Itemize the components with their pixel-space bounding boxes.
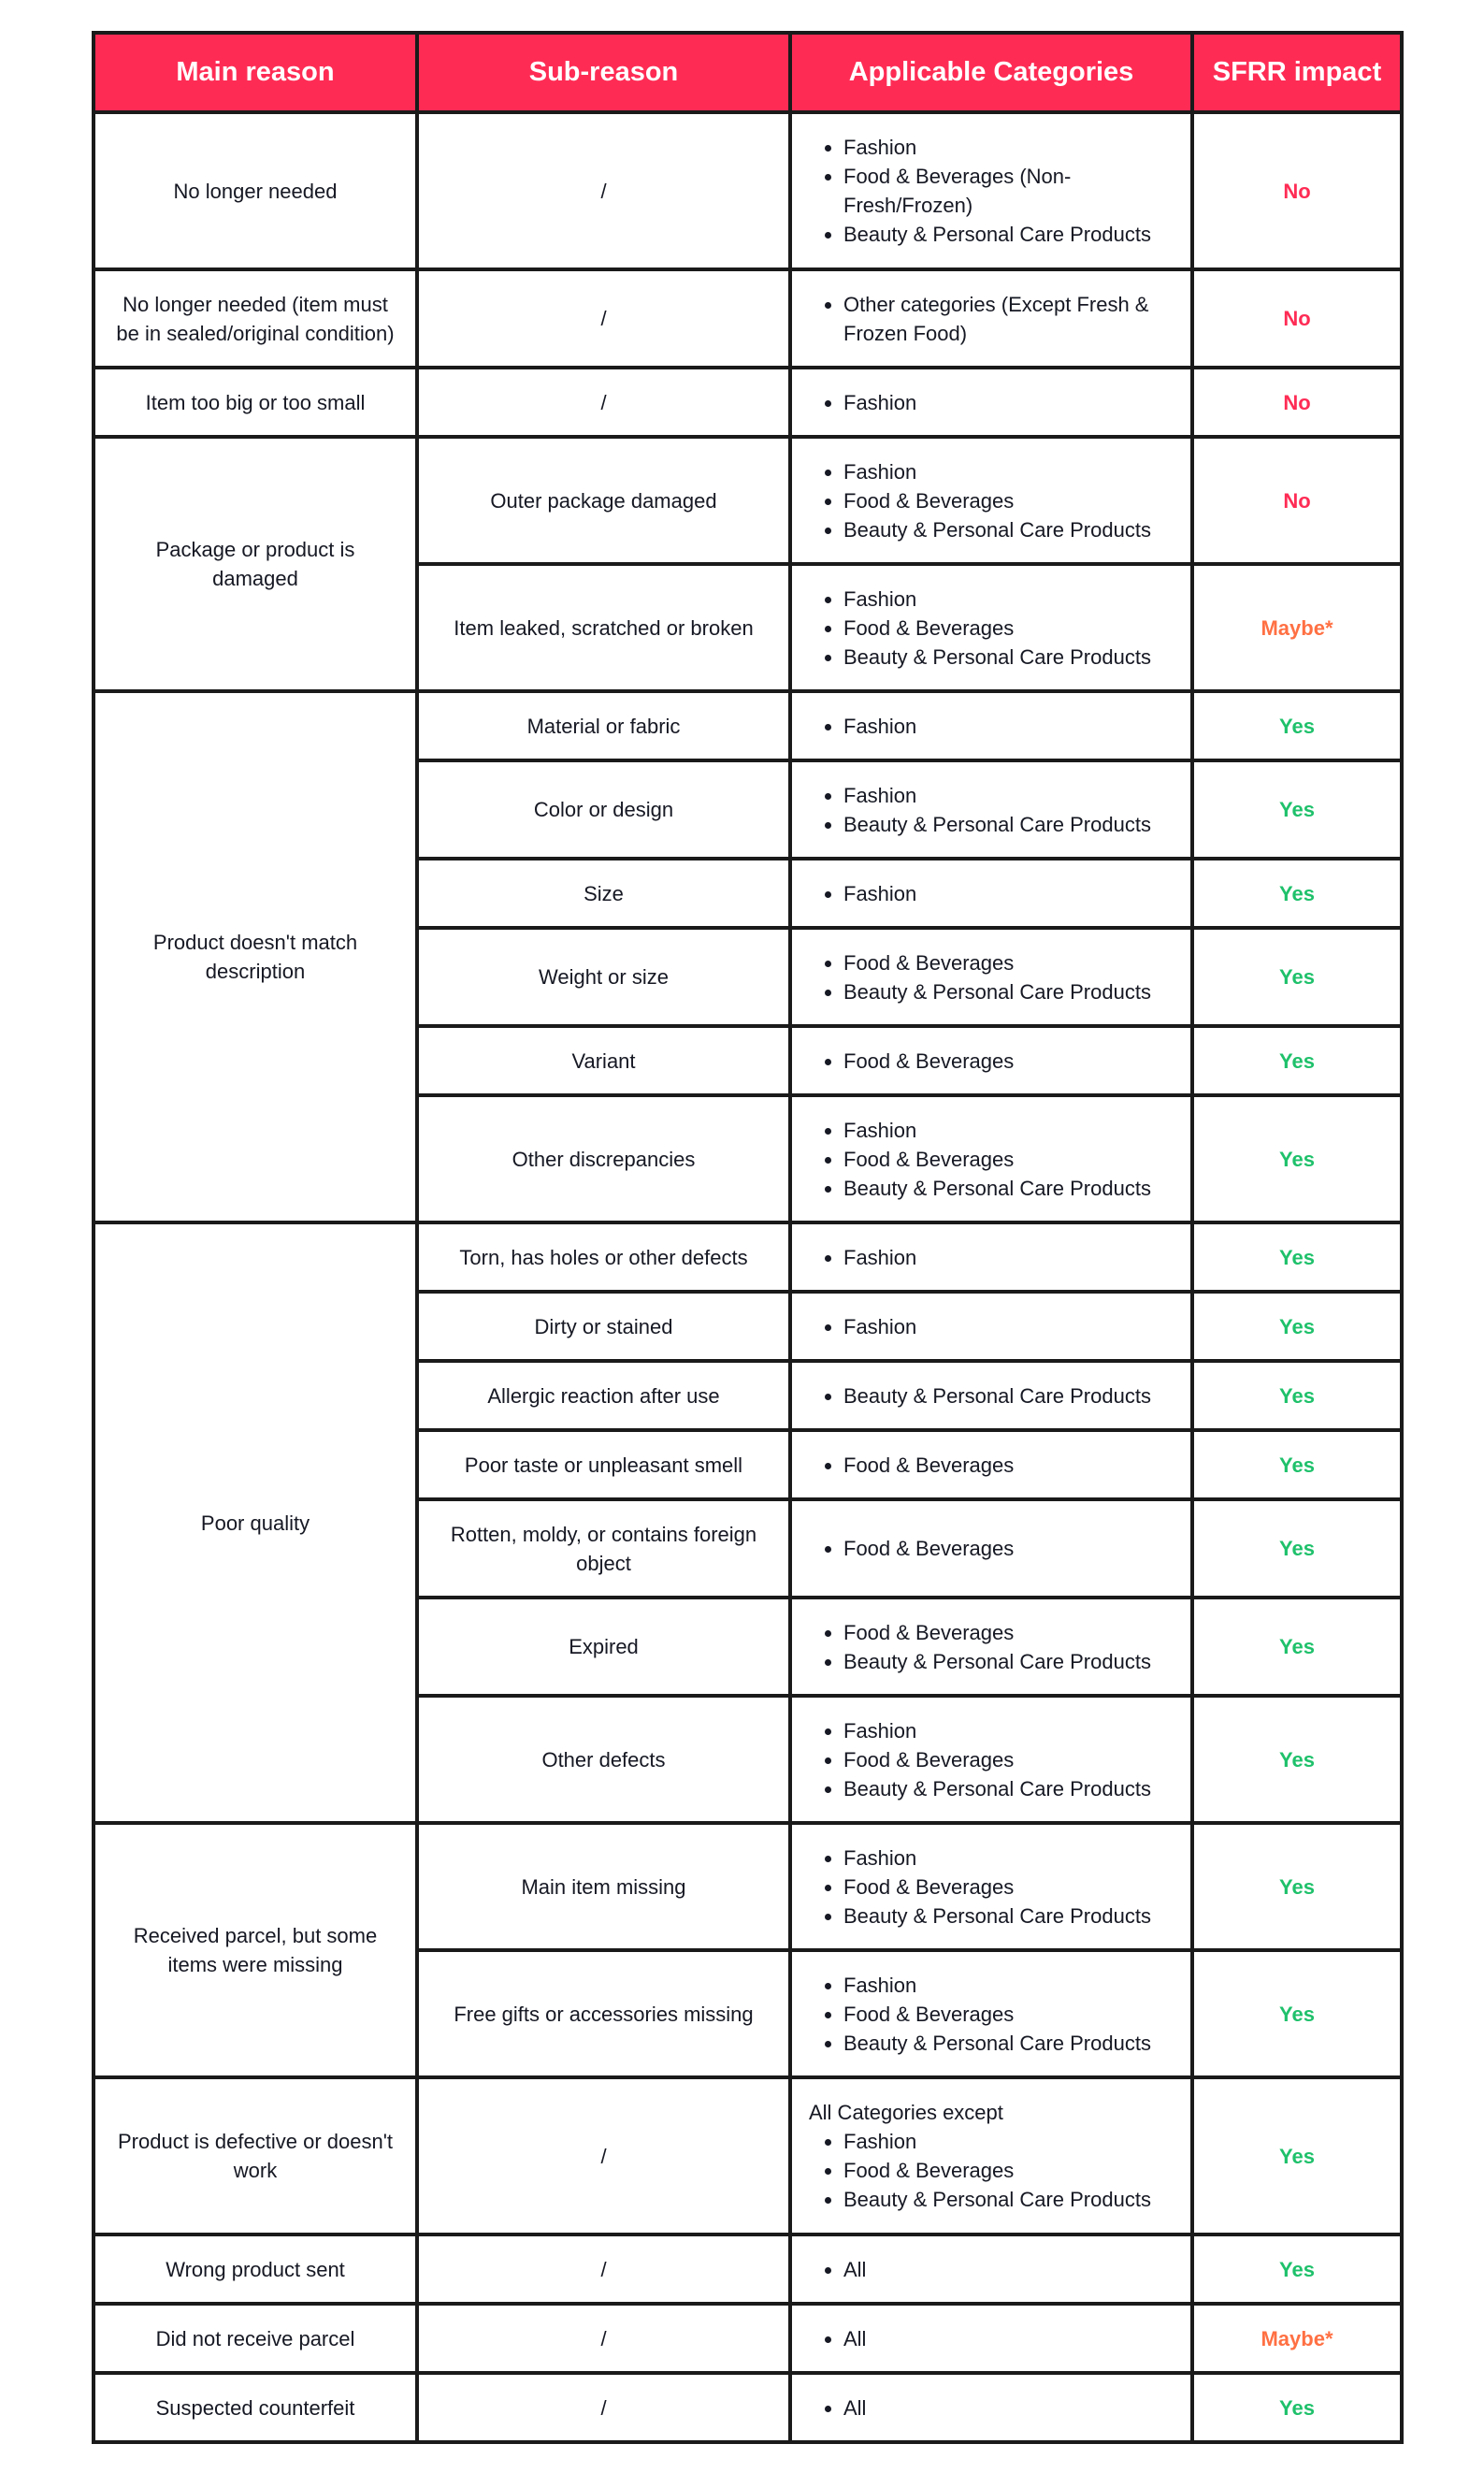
category-item: • Fashion (843, 712, 1174, 741)
sub-reason-cell: / (417, 2234, 790, 2304)
category-item: • Beauty & Personal Care Products (843, 1902, 1174, 1931)
categories-cell (790, 1499, 1192, 1598)
category-item: • Food & Beverages (843, 1451, 1174, 1480)
sub-reason-cell: Expired (417, 1598, 790, 1696)
category-item: • Food & Beverages (843, 2156, 1174, 2185)
category-item: • Beauty & Personal Care Products (843, 2029, 1174, 2058)
sub-reason-cell: Color or design (417, 760, 790, 859)
main-reason-cell: Received parcel, but some items were missing (94, 1823, 417, 2077)
category-item: • All (843, 2324, 1174, 2353)
categories-cell (790, 760, 1192, 859)
sub-reason-cell: Material or fabric (417, 691, 790, 760)
main-reason-cell: No longer needed (94, 112, 417, 269)
table-row (94, 112, 1402, 269)
categories-cell (790, 269, 1192, 368)
sfrr-impact-cell: Yes (1192, 1696, 1402, 1823)
sfrr-impact-cell: Yes (1192, 2077, 1402, 2234)
categories-cell (790, 928, 1192, 1026)
categories-cell (790, 1430, 1192, 1499)
sfrr-impact-cell: Yes (1192, 1950, 1402, 2077)
table-row (94, 2234, 1402, 2304)
category-list (809, 948, 1174, 1006)
sub-reason-cell: Variant (417, 1026, 790, 1095)
category-item: • Fashion (843, 879, 1174, 908)
sfrr-impact-cell: Yes (1192, 859, 1402, 928)
category-item: • Fashion (843, 1312, 1174, 1341)
category-item: • Fashion (843, 457, 1174, 486)
sfrr-impact-cell: Yes (1192, 1361, 1402, 1430)
sub-reason-cell: / (417, 112, 790, 269)
sfrr-impact-cell: Yes (1192, 2234, 1402, 2304)
sub-reason-cell: / (417, 2304, 790, 2373)
sub-reason-cell: Free gifts or accessories missing (417, 1950, 790, 2077)
header-sub-reason: Sub-reason (417, 33, 790, 112)
table-body (94, 112, 1402, 2442)
category-item: • Other categories (Except Fresh & Frozen Food) (843, 290, 1174, 348)
header-row (94, 33, 1402, 112)
categories-cell (790, 859, 1192, 928)
table-row (94, 2304, 1402, 2373)
category-list (809, 2127, 1174, 2214)
table-row (94, 368, 1402, 437)
categories-cell (790, 2304, 1192, 2373)
sub-reason-cell: Poor taste or unpleasant smell (417, 1430, 790, 1499)
sfrr-impact-cell: Yes (1192, 2373, 1402, 2442)
categories-cell (790, 112, 1192, 269)
main-reason-cell: Wrong product sent (94, 2234, 417, 2304)
category-item: • Fashion (843, 1243, 1174, 1272)
sub-reason-cell: / (417, 269, 790, 368)
main-reason-cell: No longer needed (item must be in sealed/original condition) (94, 269, 417, 368)
sfrr-impact-cell: Yes (1192, 1499, 1402, 1598)
categories-cell (790, 1598, 1192, 1696)
category-item: • Fashion (843, 1971, 1174, 2000)
main-reason-cell: Did not receive parcel (94, 2304, 417, 2373)
categories-cell (790, 1292, 1192, 1361)
table-row (94, 1222, 1402, 1292)
category-list (809, 2324, 1174, 2353)
sub-reason-cell: Allergic reaction after use (417, 1361, 790, 1430)
sub-reason-cell: Outer package damaged (417, 437, 790, 564)
category-item: • Fashion (843, 781, 1174, 810)
categories-cell (790, 368, 1192, 437)
category-item: • Food & Beverages (843, 2000, 1174, 2029)
sub-reason-cell: Rotten, moldy, or contains foreign object (417, 1499, 790, 1598)
category-item: • Beauty & Personal Care Products (843, 643, 1174, 672)
category-item: • Food & Beverages (Non-Fresh/Frozen) (843, 162, 1174, 220)
category-item: • Fashion (843, 585, 1174, 614)
category-item: • Beauty & Personal Care Products (843, 810, 1174, 839)
sfrr-impact-cell: Yes (1192, 691, 1402, 760)
sfrr-impact-cell: Yes (1192, 760, 1402, 859)
category-item: • Beauty & Personal Care Products (843, 1774, 1174, 1803)
categories-cell (790, 1696, 1192, 1823)
table-row (94, 269, 1402, 368)
category-list (809, 781, 1174, 839)
categories-cell (790, 1222, 1192, 1292)
sfrr-impact-cell: Yes (1192, 1430, 1402, 1499)
category-item: • All (843, 2393, 1174, 2422)
category-list (809, 1971, 1174, 2058)
category-item: • Beauty & Personal Care Products (843, 2185, 1174, 2214)
main-reason-cell: Poor quality (94, 1222, 417, 1823)
sub-reason-cell: Other discrepancies (417, 1095, 790, 1222)
table-row (94, 691, 1402, 760)
category-list (809, 1381, 1174, 1410)
categories-cell (790, 1095, 1192, 1222)
sub-reason-cell: / (417, 368, 790, 437)
sub-reason-cell: Dirty or stained (417, 1292, 790, 1361)
header-sfrr-impact: SFRR impact (1192, 33, 1402, 112)
category-list (809, 1243, 1174, 1272)
sfrr-impact-cell: Maybe* (1192, 564, 1402, 691)
sfrr-impact-cell: Yes (1192, 1222, 1402, 1292)
category-list (809, 1047, 1174, 1076)
category-item: • Fashion (843, 1116, 1174, 1145)
category-item: • Fashion (843, 133, 1174, 162)
sub-reason-cell: / (417, 2077, 790, 2234)
table-row (94, 2373, 1402, 2442)
sfrr-impact-cell: Maybe* (1192, 2304, 1402, 2373)
categories-cell (790, 691, 1192, 760)
header-applicable-categories: Applicable Categories (790, 33, 1192, 112)
categories-cell (790, 2077, 1192, 2234)
table-header (94, 33, 1402, 112)
category-item: • Fashion (843, 1844, 1174, 1873)
main-reason-cell: Suspected counterfeit (94, 2373, 417, 2442)
main-reason-cell: Item too big or too small (94, 368, 417, 437)
category-item: • Beauty & Personal Care Products (843, 515, 1174, 544)
category-list (809, 1312, 1174, 1341)
main-reason-cell: Package or product is damaged (94, 437, 417, 691)
category-list (809, 2255, 1174, 2284)
sfrr-impact-table (92, 31, 1404, 2444)
sfrr-impact-cell: Yes (1192, 1292, 1402, 1361)
category-list (809, 290, 1174, 348)
sub-reason-cell: Weight or size (417, 928, 790, 1026)
categories-cell (790, 1361, 1192, 1430)
table-row (94, 1823, 1402, 1950)
category-item: • Food & Beverages (843, 948, 1174, 977)
category-item: • All (843, 2255, 1174, 2284)
sfrr-impact-cell: Yes (1192, 1823, 1402, 1950)
sfrr-impact-cell: No (1192, 368, 1402, 437)
sfrr-impact-cell: Yes (1192, 928, 1402, 1026)
header-main-reason: Main reason (94, 33, 417, 112)
categories-cell (790, 437, 1192, 564)
category-list (809, 388, 1174, 417)
categories-cell (790, 1026, 1192, 1095)
sub-reason-cell: Torn, has holes or other defects (417, 1222, 790, 1292)
category-list (809, 1716, 1174, 1803)
main-reason-cell: Product is defective or doesn't work (94, 2077, 417, 2234)
category-item: • Food & Beverages (843, 1745, 1174, 1774)
categories-cell (790, 2373, 1192, 2442)
sub-reason-cell: Size (417, 859, 790, 928)
category-list (809, 712, 1174, 741)
category-list (809, 1534, 1174, 1563)
category-item: • Fashion (843, 388, 1174, 417)
category-list (809, 1116, 1174, 1203)
category-item: • Food & Beverages (843, 1145, 1174, 1174)
category-list (809, 1451, 1174, 1480)
category-item: • Beauty & Personal Care Products (843, 1174, 1174, 1203)
table-row (94, 437, 1402, 564)
table-row (94, 2077, 1402, 2234)
category-item: • Food & Beverages (843, 486, 1174, 515)
category-list (809, 457, 1174, 544)
categories-cell (790, 1950, 1192, 2077)
category-item: • Fashion (843, 2127, 1174, 2156)
category-item: • Beauty & Personal Care Products (843, 1381, 1174, 1410)
sub-reason-cell: Main item missing (417, 1823, 790, 1950)
category-item: • Beauty & Personal Care Products (843, 1647, 1174, 1676)
sfrr-impact-cell: No (1192, 269, 1402, 368)
category-item: • Fashion (843, 1716, 1174, 1745)
category-item: • Food & Beverages (843, 1873, 1174, 1902)
category-list (809, 1618, 1174, 1676)
category-list (809, 1844, 1174, 1931)
sfrr-impact-cell: Yes (1192, 1598, 1402, 1696)
sfrr-impact-cell: No (1192, 112, 1402, 269)
categories-cell (790, 2234, 1192, 2304)
sfrr-impact-cell: Yes (1192, 1026, 1402, 1095)
category-item: • Food & Beverages (843, 614, 1174, 643)
category-list (809, 2393, 1174, 2422)
main-reason-cell: Product doesn't match description (94, 691, 417, 1222)
categories-cell (790, 564, 1192, 691)
category-item: • Beauty & Personal Care Products (843, 977, 1174, 1006)
category-item: • Food & Beverages (843, 1618, 1174, 1647)
category-list (809, 879, 1174, 908)
category-item: • Beauty & Personal Care Products (843, 220, 1174, 249)
category-item: • Food & Beverages (843, 1047, 1174, 1076)
sub-reason-cell: Item leaked, scratched or broken (417, 564, 790, 691)
category-list (809, 585, 1174, 672)
sfrr-impact-cell: Yes (1192, 1095, 1402, 1222)
sub-reason-cell: Other defects (417, 1696, 790, 1823)
category-list (809, 133, 1174, 249)
sfrr-impact-cell: No (1192, 437, 1402, 564)
category-item: • Food & Beverages (843, 1534, 1174, 1563)
categories-prefix: All Categories except (809, 2101, 1003, 2124)
categories-cell (790, 1823, 1192, 1950)
sub-reason-cell: / (417, 2373, 790, 2442)
